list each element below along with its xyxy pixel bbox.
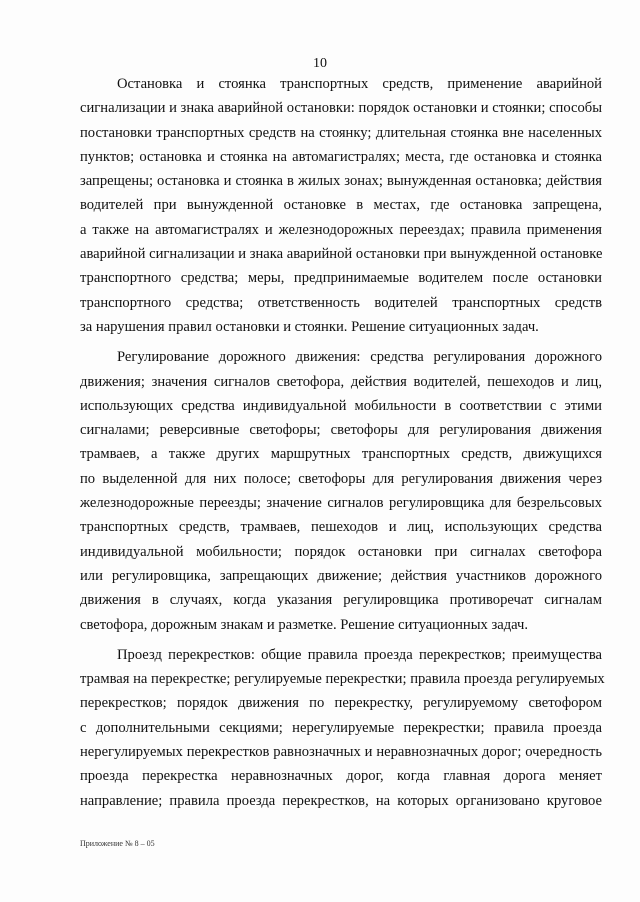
text-line: с дополнительными секциями; нерегулируемые перекрестки; правила проезда bbox=[80, 719, 602, 736]
text-line: светофора, дорожным знакам и разметке. Решение ситуационных задач. bbox=[80, 616, 529, 633]
text-line: трамвая на перекрестке; регулируемые перекрестки; правила проезда регулируемых bbox=[80, 671, 605, 688]
footer-annex-label: Приложение № 8 – 05 bbox=[80, 839, 155, 848]
page-number: 10 bbox=[313, 56, 327, 71]
text-line: постановки транспортных средств на стоянку; длительная стоянка вне населенных bbox=[80, 124, 602, 141]
text-line: сигналами; реверсивные светофоры; светофоры для регулирования движения bbox=[80, 422, 602, 439]
text-line: Регулирование дорожного движения: средства регулирования дорожного bbox=[117, 349, 602, 366]
text-line: нерегулируемых перекрестков равнозначных и неравнозначных дорог; очередность bbox=[80, 744, 602, 761]
text-line: транспортного средства; меры, предпринимаемые водителем после остановки bbox=[80, 270, 602, 287]
text-line: движения в случаях, когда указания регулировщика противоречат сигналам bbox=[80, 592, 602, 609]
text-line: транспортных средств, трамваев, пешеходов и лиц, использующих средства bbox=[80, 519, 602, 536]
text-line: Остановка и стоянка транспортных средств, применение аварийной bbox=[117, 76, 602, 92]
text-line: движения; значения сигналов светофора, действия водителей, пешеходов и лиц, bbox=[80, 373, 602, 390]
text-line: по выделенной для них полосе; светофоры для регулирования движения через bbox=[80, 470, 602, 487]
text-line: или регулировщика, запрещающих движение; действия участников дорожного bbox=[80, 567, 602, 584]
text-line: железнодорожные переезды; значение сигналов регулировщика для безрельсовых bbox=[80, 495, 602, 512]
paragraph-traffic-regulation bbox=[80, 345, 602, 637]
paragraph-intersections bbox=[80, 643, 605, 813]
text-line: сигнализации и знака аварийной остановки: порядок остановки и стоянки; способы bbox=[80, 100, 603, 117]
paragraph-stopping-parking bbox=[80, 72, 602, 339]
text-line: направление; правила проезда перекрестков, на которых организовано круговое bbox=[80, 792, 602, 809]
text-line: использующих средства индивидуальной мобильности в соответствии с этими bbox=[80, 397, 602, 414]
text-line: за нарушения правил остановки и стоянки. Решение ситуационных задач. bbox=[80, 318, 539, 335]
text-line: транспортного средства; ответственность водителей транспортных средств bbox=[80, 294, 602, 311]
text-line: перекрестков; порядок движения по перекрестку, регулируемому светофором bbox=[80, 695, 602, 712]
text-line: трамваев, а также других маршрутных транспортных средств, движущихся bbox=[80, 446, 602, 463]
text-line: водителей при вынужденной остановке в местах, где остановка запрещена, bbox=[80, 197, 602, 214]
text-line: аварийной сигнализации и знака аварийной остановки при вынужденной остановке bbox=[80, 246, 603, 263]
text-line: а также на автомагистралях и железнодорожных переездах; правила применения bbox=[80, 221, 602, 238]
text-line: Проезд перекрестков: общие правила проезда перекрестков; преимущества bbox=[117, 646, 602, 663]
text-line: запрещены; остановка и стоянка в жилых зонах; вынужденная остановка; действия bbox=[80, 173, 602, 190]
text-line: индивидуальной мобильности; порядок остановки при сигналах светофора bbox=[80, 543, 602, 560]
body-text bbox=[80, 72, 605, 813]
text-line: проезда перекрестка неравнозначных дорог, когда главная дорога меняет bbox=[80, 768, 602, 785]
text-line: пунктов; остановка и стоянка на автомагистралях; места, где остановка и стоянка bbox=[80, 148, 602, 165]
